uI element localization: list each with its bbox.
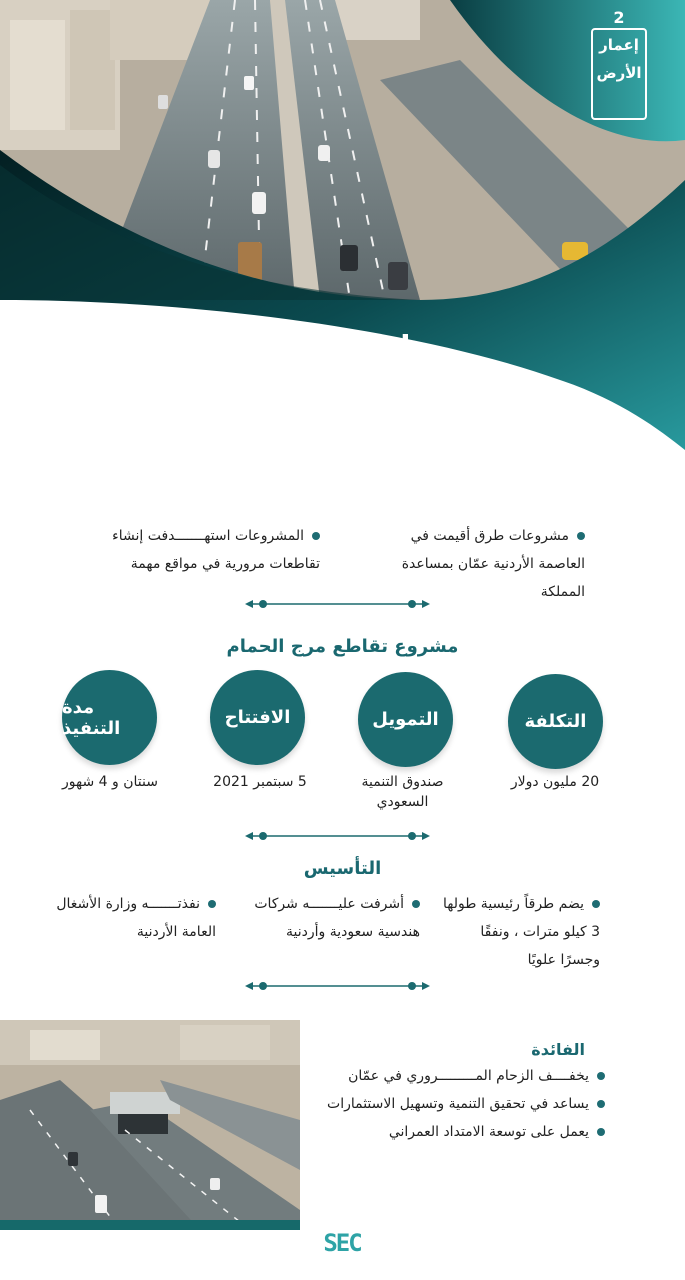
logo-number: 2 — [613, 8, 625, 27]
footer-logo: SEC — [323, 1229, 361, 1257]
section-divider — [245, 830, 430, 842]
section-divider — [245, 598, 430, 610]
founding-bullet-3: نفذتـــــــه وزارة الأشغال العامة الأردنية — [56, 896, 216, 940]
duration-value: سنتان و 4 شهور — [62, 774, 158, 790]
benefit-title: الفائدة — [531, 1040, 585, 1059]
project-title: مشروع تقاطع مرج الحمام — [226, 636, 459, 657]
hero-title: طرق أردنية — [258, 330, 427, 365]
bullet-dot-icon — [592, 900, 600, 908]
opening-circle: الافتتاح — [210, 670, 305, 765]
bullet-dot-icon — [577, 532, 585, 540]
section-divider — [245, 980, 430, 992]
founding-bullet-2: أشرفت عليـــــــه شركات هندسية سعودية وأردنية — [254, 896, 420, 940]
bullet-dot-icon — [597, 1128, 605, 1136]
cost-value: 20 مليون دولار — [510, 774, 600, 790]
intro-bullet-1: مشروعات طرق أقيمت في العاصمة الأردنية عمّان بمساعدة المملكة — [401, 528, 585, 600]
cost-circle: التكلفة — [508, 674, 603, 769]
brand-logo — [591, 8, 647, 120]
benefit-bullet-1: يخفــــف الزحام المـــــــــروري في عمّان — [320, 1062, 605, 1090]
hero-banner — [0, 0, 685, 470]
intro-bullet-2: المشروعات استهـــــــدفت إنشاء تقاطعات مرورية في مواقع مهمة — [112, 528, 320, 572]
bullet-dot-icon — [208, 900, 216, 908]
bullet-dot-icon — [597, 1072, 605, 1080]
bullet-dot-icon — [597, 1100, 605, 1108]
tunnel-photo — [0, 1020, 300, 1230]
founding-title: التأسيس — [303, 858, 382, 879]
benefit-bullet-2: يساعد في تحقيق التنمية وتسهيل الاستثمارات — [320, 1090, 605, 1118]
logo-text: إعمار الأرض — [596, 36, 642, 82]
duration-circle: مدة التنفيذ — [62, 670, 157, 765]
funding-circle: التمويل — [358, 672, 453, 767]
founding-bullet-1: يضم طرقاً رئيسية طولها 3 كيلو مترات ، ونفقًا وجسرًا علويًا — [443, 896, 600, 968]
bullet-dot-icon — [312, 532, 320, 540]
opening-value: 5 سبتمبر 2021 — [213, 774, 307, 790]
bullet-dot-icon — [412, 900, 420, 908]
benefit-bullet-3: يعمل على توسعة الامتداد العمراني — [320, 1118, 605, 1146]
funding-value: صندوق التنمية السعودي — [361, 774, 444, 810]
hero-subtitle: ببصمة سعودية — [246, 392, 439, 430]
